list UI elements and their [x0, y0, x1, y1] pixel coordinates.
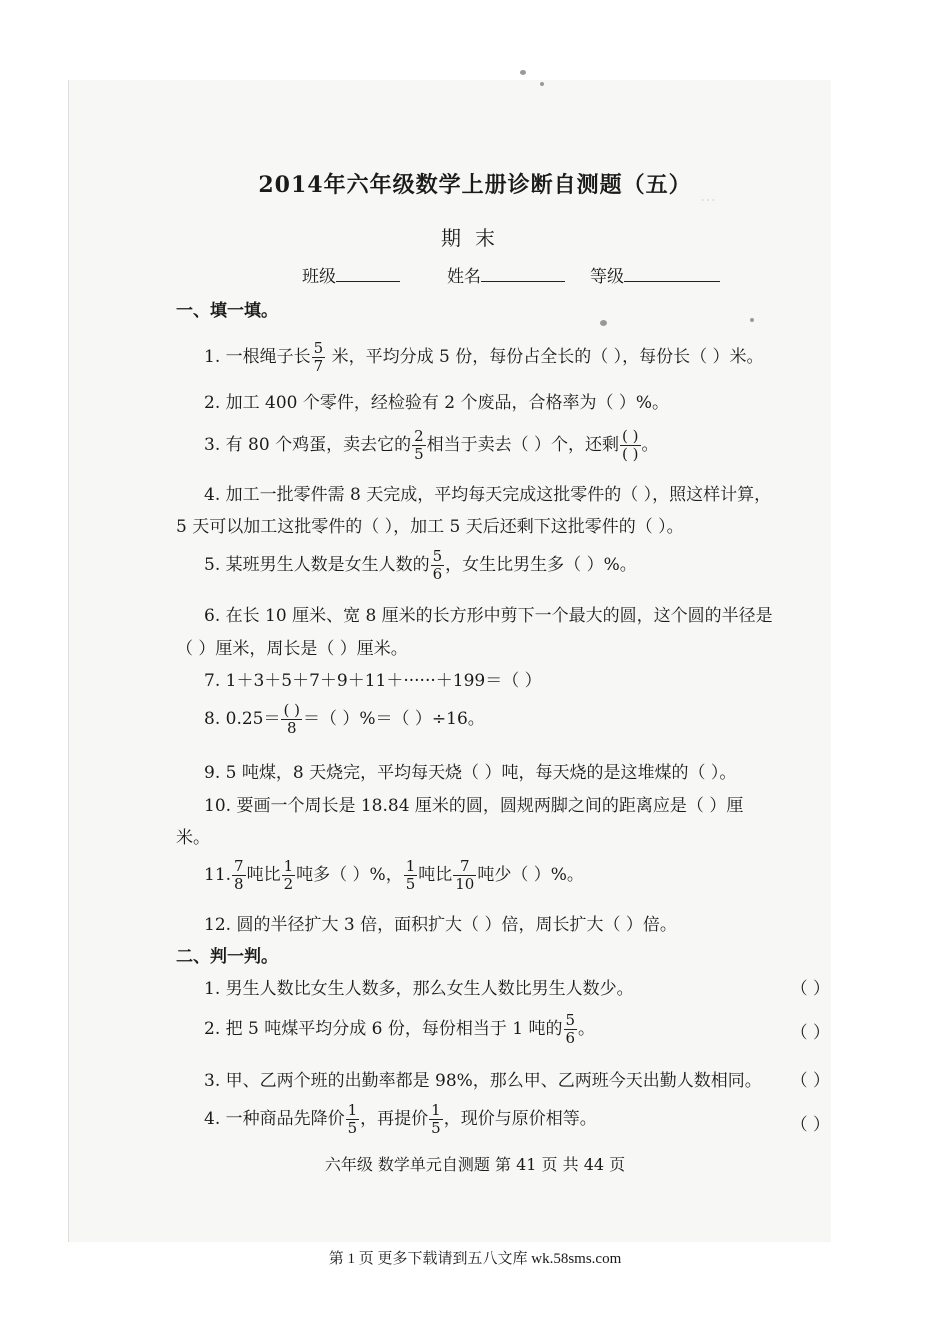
grade-field: [590, 262, 720, 287]
fraction-blank: $\frac{( )}{8}$: [283, 701, 300, 737]
question-10-line-2: 米。: [176, 828, 210, 848]
judge-2-answer: （ ）: [790, 1023, 830, 1043]
question-8: [204, 702, 485, 737]
question-4-line-2: 5 天可以加工这批零件的（ ），加工 5 天后还剩下这批零件的（ ）。: [176, 517, 684, 537]
question-5: [204, 548, 637, 583]
judge-3-answer: （ ）: [790, 1071, 830, 1091]
page-footer: 六年级 数学单元自测题 第 41 页 共 44 页: [324, 1155, 626, 1174]
class-field: [302, 262, 400, 287]
fraction: $\frac{5}{7}$: [313, 339, 324, 375]
section-heading-judge: 二、判一判。: [176, 947, 278, 967]
question-10-line-1: 10. 要画一个周长是 18.84 厘米的圆，圆规两脚之间的距离应是（ ）厘: [204, 796, 744, 816]
fraction-blank: $\frac{( )}{( )}$: [622, 427, 639, 463]
question-2: 2. 加工 400 个零件，经检验有 2 个废品，合格率为（ ）%。: [204, 393, 670, 413]
q5-text-a: 5. 某班男生人数是女生人数的: [204, 555, 430, 575]
q11-text-e: 吨少（ ）%。: [477, 865, 584, 885]
q5-text-b: ，女生比男生多（ ）%。: [445, 555, 637, 575]
class-blank: [336, 267, 400, 282]
q1-text-b: 米，平均分成 5 份，每份占全长的（ ），每份长（ ）米。: [326, 347, 764, 367]
name-label: 姓名: [447, 267, 481, 287]
j2-text-a: 2. 把 5 吨煤平均分成 6 份，每份相当于 1 吨的: [204, 1019, 563, 1039]
question-7: 7. 1＋3＋5＋7＋9＋11＋······＋199＝（ ）: [204, 671, 542, 691]
q11-text-d: 吨比: [418, 865, 453, 885]
page-title: 2014年六年级数学上册诊断自测题（五）: [258, 172, 692, 198]
fraction: $\frac{1}{2}$: [283, 857, 294, 893]
judge-3: 3. 甲、乙两个班的出勤率都是 98%，那么甲、乙两班今天出勤人数相同。: [204, 1071, 762, 1091]
question-12: 12. 圆的半径扩大 3 倍，面积扩大（ ）倍，周长扩大（ ）倍。: [204, 915, 677, 935]
fraction: $\frac{5}{6}$: [432, 547, 443, 583]
fraction: $\frac{7}{8}$: [234, 857, 244, 893]
question-11: [204, 858, 584, 893]
dirt-speck: [600, 320, 607, 326]
question-1: [204, 340, 764, 375]
fraction: $\frac{1}{5}$: [347, 1101, 358, 1137]
fraction: $\frac{7}{10}$: [455, 857, 475, 893]
q11-text-b: 吨比: [246, 865, 281, 885]
judge-4: [204, 1102, 597, 1137]
fraction: $\frac{1}{5}$: [431, 1101, 441, 1137]
judge-4-answer: （ ）: [790, 1115, 830, 1135]
dirt-speck: [750, 318, 754, 322]
dirt-speck: [540, 82, 544, 86]
judge-2: [204, 1012, 595, 1047]
j4-text-b: ，再提价: [360, 1109, 429, 1129]
j4-text-a: 4. 一种商品先降价: [204, 1109, 345, 1129]
dirt-speck: [520, 70, 526, 75]
question-3: [204, 428, 659, 463]
q8-text-a: 8. 0.25＝: [204, 709, 281, 729]
q8-text-b: ＝（ ）%＝（ ）÷16。: [302, 709, 485, 729]
section-heading-fill: 一、填一填。: [176, 301, 278, 321]
j4-text-c: ，现价与原价相等。: [443, 1109, 597, 1129]
grade-blank: [624, 267, 720, 282]
q11-text-c: 吨多（ ）%，: [296, 865, 403, 885]
download-note: 第 1 页 更多下载请到五八文库 wk.58sms.com: [328, 1251, 622, 1267]
name-field: [447, 262, 565, 287]
q1-text-a: 1. 一根绳子长: [204, 347, 311, 367]
q3-text-b: 相当于卖去（ ）个，还剩: [426, 435, 620, 455]
q3-text-c: 。: [641, 435, 659, 455]
name-blank: [481, 267, 565, 282]
fraction: $\frac{1}{5}$: [405, 857, 416, 893]
question-6-line-1: 6. 在长 10 厘米、宽 8 厘米的长方形中剪下一个最大的圆，这个圆的半径是: [204, 606, 773, 626]
fraction: $\frac{2}{5}$: [414, 427, 424, 463]
question-9: 9. 5 吨煤，8 天烧完，平均每天烧（ ）吨，每天烧的是这堆煤的（ ）。: [204, 763, 737, 783]
question-6-line-2: （ ）厘米，周长是（ ）厘米。: [176, 639, 408, 659]
judge-1: 1. 男生人数比女生人数多，那么女生人数比男生人数少。: [204, 979, 634, 999]
fraction: $\frac{5}{6}$: [565, 1011, 576, 1047]
q11-text-a: 11.: [204, 865, 232, 885]
j2-text-b: 。: [578, 1019, 596, 1039]
grade-label: 等级: [590, 267, 624, 287]
class-label: 班级: [302, 267, 336, 287]
bleed-through-text: …: [700, 186, 716, 205]
question-4-line-1: 4. 加工一批零件需 8 天完成，平均每天完成这批零件的（ ），照这样计算，: [204, 485, 772, 505]
page-subtitle: 期末: [441, 226, 509, 250]
judge-1-answer: （ ）: [790, 979, 830, 999]
q3-text-a: 3. 有 80 个鸡蛋，卖去它的: [204, 435, 412, 455]
